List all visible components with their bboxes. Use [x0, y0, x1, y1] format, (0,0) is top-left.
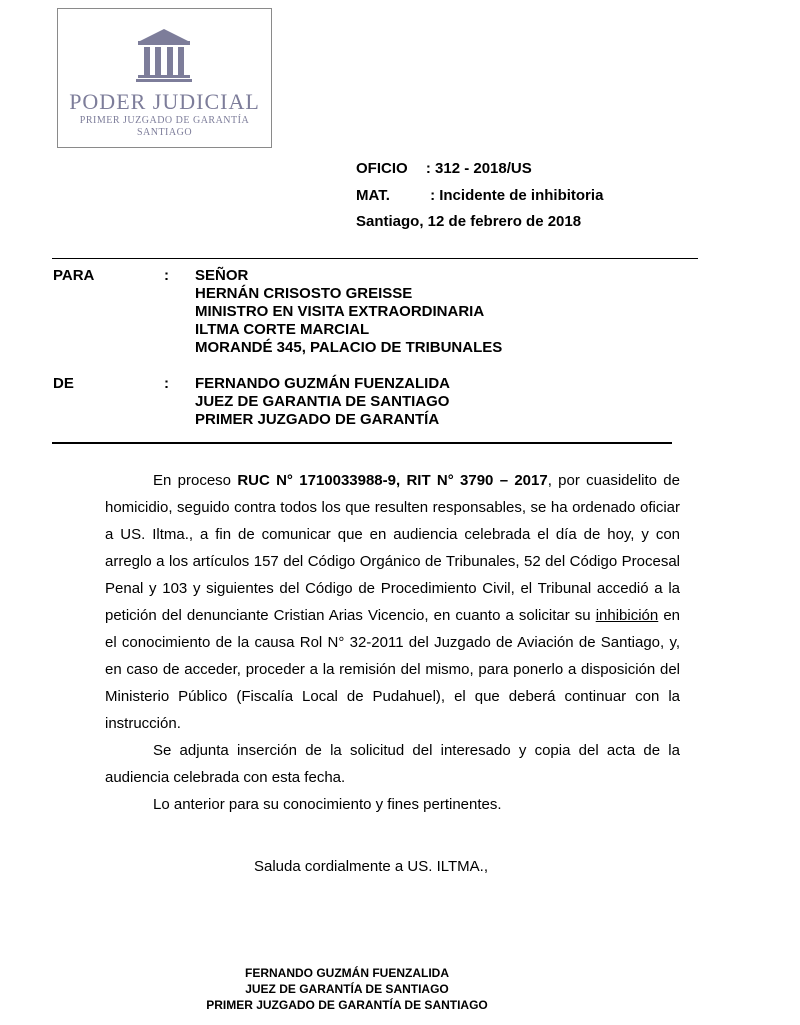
body-paragraph-2: Se adjunta inserción de la solicitud del interesado y copia del acta de la audiencia celebrada con esta fecha.	[105, 742, 680, 786]
body-text: En proceso	[153, 472, 238, 489]
de-line: FERNANDO GUZMÁN FUENZALIDA	[195, 375, 450, 392]
oficio-line	[356, 160, 532, 177]
case-reference: RUC N° 1710033988-9, RIT N° 3790 – 2017	[237, 472, 548, 489]
para-recipient	[195, 267, 502, 357]
de-label: DE	[53, 375, 74, 392]
divider-bottom	[52, 442, 672, 444]
closing-salutation: Saluda cordialmente a US. ILTMA.,	[254, 858, 488, 875]
divider-top	[52, 258, 698, 259]
document-date: Santiago, 12 de febrero de 2018	[356, 213, 582, 230]
body-text: en el conocimiento de la causa Rol N° 32-2011 del Juzgado de Aviación de Santiago, y, en caso de acceder, proceder a la remisión del mismo, para ponerlo a disposición del Ministerio Público (Fiscalía Local de Pudahuel), el que deberá continuar con la instrucción.	[105, 607, 680, 732]
de-sender	[195, 375, 450, 429]
de-line: PRIMER JUZGADO DE GARANTÍA	[195, 411, 440, 428]
body-paragraph-1	[105, 467, 680, 737]
signature-block	[0, 965, 747, 1013]
body-text: , por cuasidelito de homicidio, seguido contra todos los que resulten responsables, se ha ordenado oficiar a US. Iltma., a fin de comunicar que en audiencia celebrada el día de hoy, y con arreglo a los artículos 157 del Código Orgánico de Tribunales, 52 del Código Procesal Penal y 103 y siguientes del Código de Procedimiento Civil, el Tribunal accedió a la petición del denunciante Cristian Arias Vicencio, en cuanto a solicitar su	[105, 472, 680, 624]
logo-city: SANTIAGO	[136, 127, 193, 138]
courthouse-icon	[136, 27, 192, 85]
oficio-number: : 312 - 2018/US	[425, 160, 532, 177]
body-paragraph-3: Lo anterior para su conocimiento y fines pertinentes.	[153, 796, 502, 813]
de-colon: :	[164, 375, 169, 392]
para-colon: :	[164, 267, 169, 284]
logo-subtitle: PRIMER JUZGADO DE GARANTÍA	[79, 115, 250, 126]
signature-name: FERNANDO GUZMÁN FUENZALIDA	[245, 966, 449, 980]
logo-title: PODER JUDICIAL	[69, 89, 260, 114]
signature-title: JUEZ DE GARANTÍA DE SANTIAGO	[245, 982, 449, 996]
mat-label: MAT.	[356, 187, 390, 204]
para-line: MORANDÉ 345, PALACIO DE TRIBUNALES	[195, 339, 503, 356]
oficio-label: OFICIO	[356, 160, 408, 177]
poder-judicial-logo	[57, 8, 272, 148]
para-line: ILTMA CORTE MARCIAL	[195, 321, 370, 338]
mat-line	[356, 187, 603, 204]
mat-value: : Incidente de inhibitoria	[430, 187, 604, 204]
underlined-term: inhibición	[595, 607, 659, 624]
para-label: PARA	[53, 267, 95, 284]
de-line: JUEZ DE GARANTIA DE SANTIAGO	[195, 393, 450, 410]
para-line: MINISTRO EN VISITA EXTRAORDINARIA	[195, 303, 485, 320]
signature-court: PRIMER JUZGADO DE GARANTÍA DE SANTIAGO	[206, 998, 488, 1012]
document-body	[105, 467, 680, 818]
para-line: HERNÁN CRISOSTO GREISSE	[195, 285, 413, 302]
para-line: SEÑOR	[195, 267, 249, 284]
